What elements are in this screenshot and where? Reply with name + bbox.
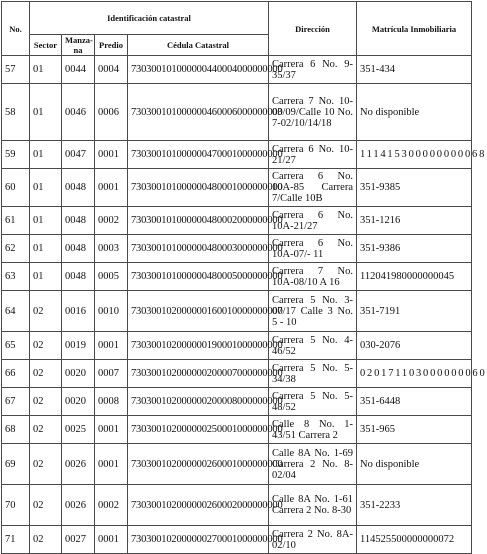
row-manzana: 0048	[62, 169, 95, 207]
row-no: 60	[2, 169, 30, 207]
row-matricula: 351-434	[357, 56, 472, 84]
row-sector: 01	[30, 84, 62, 141]
row-sector: 01	[30, 263, 62, 291]
row-predio: 0002	[95, 485, 128, 526]
row-predio: 0001	[95, 332, 128, 360]
row-matricula: 114525500000000072	[357, 526, 472, 554]
row-sector: 01	[30, 207, 62, 235]
table-row	[2, 169, 472, 207]
row-cedula: 730300101000000480003000000000	[128, 235, 269, 263]
header-sector: Sector	[30, 35, 62, 56]
row-cedula: 730300102000000200008000000000	[128, 388, 269, 416]
row-manzana: 0027	[62, 526, 95, 554]
row-no: 67	[2, 388, 30, 416]
row-direccion: Calle 8A No. 1-69 Carrera 2 No. 8-02/04	[269, 444, 357, 485]
row-predio: 0001	[95, 169, 128, 207]
row-manzana: 0020	[62, 388, 95, 416]
row-direccion: Carrera 6 No. 9-35/37	[269, 56, 357, 84]
row-no: 70	[2, 485, 30, 526]
row-no: 71	[2, 526, 30, 554]
row-cedula: 730300101000000480002000000000	[128, 207, 269, 235]
row-predio: 0010	[95, 291, 128, 332]
row-direccion: Carrera 5 No. 5-34/38	[269, 360, 357, 388]
row-predio: 0001	[95, 416, 128, 444]
row-sector: 02	[30, 360, 62, 388]
row-matricula: 351-9385	[357, 169, 472, 207]
row-manzana: 0026	[62, 444, 95, 485]
row-direccion: Calle 8 No. 1-43/51 Carrera 2	[269, 416, 357, 444]
row-cedula: 730300102000000250001000000000	[128, 416, 269, 444]
row-direccion: Carrera 6 No. 10A-85 Carrera 7/Calle 10B	[269, 169, 357, 207]
row-sector: 01	[30, 56, 62, 84]
row-sector: 02	[30, 526, 62, 554]
header-predio: Predio	[95, 35, 128, 56]
row-direccion: Carrera 5 No. 4-46/52	[269, 332, 357, 360]
row-cedula: 730300101000000440004000000000	[128, 56, 269, 84]
table-row	[2, 235, 472, 263]
row-no: 58	[2, 84, 30, 141]
row-cedula: 730300102000000200007000000000	[128, 360, 269, 388]
row-predio: 0002	[95, 207, 128, 235]
row-cedula: 730300102000000260001000000000	[128, 444, 269, 485]
row-predio: 0001	[95, 526, 128, 554]
table-row	[2, 141, 472, 169]
row-direccion: Carrera 7 No. 10A-08/10 A 16	[269, 263, 357, 291]
row-cedula: 730300101000000480001000000000	[128, 169, 269, 207]
header-cedula-catastral: Cédula Catastral	[128, 35, 269, 56]
row-sector: 02	[30, 416, 62, 444]
row-manzana: 0048	[62, 235, 95, 263]
row-no: 59	[2, 141, 30, 169]
header-no: No.	[2, 2, 30, 56]
row-manzana: 0044	[62, 56, 95, 84]
table-row	[2, 388, 472, 416]
row-direccion: Calle 8A No. 1-61 Carrera 2 No. 8-30	[269, 485, 357, 526]
row-matricula: 351-1216	[357, 207, 472, 235]
table-row	[2, 263, 472, 291]
row-direccion: Carrera 5 No. 5-48/52	[269, 388, 357, 416]
row-sector: 01	[30, 169, 62, 207]
row-manzana: 0016	[62, 291, 95, 332]
header-manzana: Manza-na	[62, 35, 95, 56]
row-predio: 0007	[95, 360, 128, 388]
table-row	[2, 291, 472, 332]
row-cedula: 730300101000000460006000000000	[128, 84, 269, 141]
row-cedula: 730300102000000260002000000000	[128, 485, 269, 526]
table-row	[2, 526, 472, 554]
table-row	[2, 207, 472, 235]
row-manzana: 0048	[62, 207, 95, 235]
row-no: 68	[2, 416, 30, 444]
row-manzana: 0019	[62, 332, 95, 360]
row-no: 65	[2, 332, 30, 360]
row-manzana: 0020	[62, 360, 95, 388]
row-sector: 02	[30, 444, 62, 485]
row-matricula: 351-7191	[357, 291, 472, 332]
row-direccion: Carrera 6 No. 10A-07/- 11	[269, 235, 357, 263]
row-predio: 0001	[95, 444, 128, 485]
row-matricula: No disponible	[357, 444, 472, 485]
row-matricula: 351-6448	[357, 388, 472, 416]
row-no: 63	[2, 263, 30, 291]
row-cedula: 730300102000000160010000000000	[128, 291, 269, 332]
row-cedula: 730300102000000190001000000000	[128, 332, 269, 360]
row-matricula: 020171103000000060	[357, 360, 472, 388]
table-row	[2, 84, 472, 141]
row-matricula: 112041980000000045	[357, 263, 472, 291]
row-cedula: 730300102000000270001000000000	[128, 526, 269, 554]
row-sector: 01	[30, 235, 62, 263]
row-predio: 0008	[95, 388, 128, 416]
row-manzana: 0026	[62, 485, 95, 526]
row-predio: 0001	[95, 141, 128, 169]
table-row	[2, 485, 472, 526]
row-manzana: 0048	[62, 263, 95, 291]
row-no: 61	[2, 207, 30, 235]
header-direccion: Dirección	[269, 2, 357, 56]
row-direccion: Carrera 7 No. 10-03/09/Calle 10 No. 7-02/10/14/18	[269, 84, 357, 141]
row-sector: 02	[30, 291, 62, 332]
row-sector: 02	[30, 332, 62, 360]
row-direccion: Carrera 5 No. 3-07/17 Calle 3 No. 5 - 10	[269, 291, 357, 332]
row-cedula: 730300101000000480005000000000	[128, 263, 269, 291]
row-direccion: Carrera 2 No. 8A-02/10	[269, 526, 357, 554]
row-sector: 02	[30, 485, 62, 526]
row-cedula: 730300101000000470001000000000	[128, 141, 269, 169]
table-row	[2, 360, 472, 388]
row-matricula: 351-9386	[357, 235, 472, 263]
row-sector: 01	[30, 141, 62, 169]
row-matricula: 351-2233	[357, 485, 472, 526]
row-no: 57	[2, 56, 30, 84]
row-matricula: No disponible	[357, 84, 472, 141]
row-direccion: Carrera 6 No. 10-21/27	[269, 141, 357, 169]
row-no: 69	[2, 444, 30, 485]
row-manzana: 0025	[62, 416, 95, 444]
row-no: 62	[2, 235, 30, 263]
table-row	[2, 416, 472, 444]
header-identificacion-catastral: Identificación catastral	[30, 2, 269, 35]
row-matricula: 030-2076	[357, 332, 472, 360]
row-predio: 0005	[95, 263, 128, 291]
row-no: 64	[2, 291, 30, 332]
row-manzana: 0046	[62, 84, 95, 141]
table-row	[2, 332, 472, 360]
row-predio: 0003	[95, 235, 128, 263]
catastral-table	[1, 1, 487, 554]
table-row	[2, 56, 472, 84]
table-row	[2, 444, 472, 485]
row-direccion: Carrera 6 No. 10A-21/27	[269, 207, 357, 235]
row-sector: 02	[30, 388, 62, 416]
row-manzana: 0047	[62, 141, 95, 169]
row-predio: 0004	[95, 56, 128, 84]
row-matricula: 351-965	[357, 416, 472, 444]
row-predio: 0006	[95, 84, 128, 141]
header-matricula: Matrícula Inmobiliaria	[357, 2, 472, 56]
row-matricula: 111415300000000068	[357, 141, 472, 169]
row-no: 66	[2, 360, 30, 388]
